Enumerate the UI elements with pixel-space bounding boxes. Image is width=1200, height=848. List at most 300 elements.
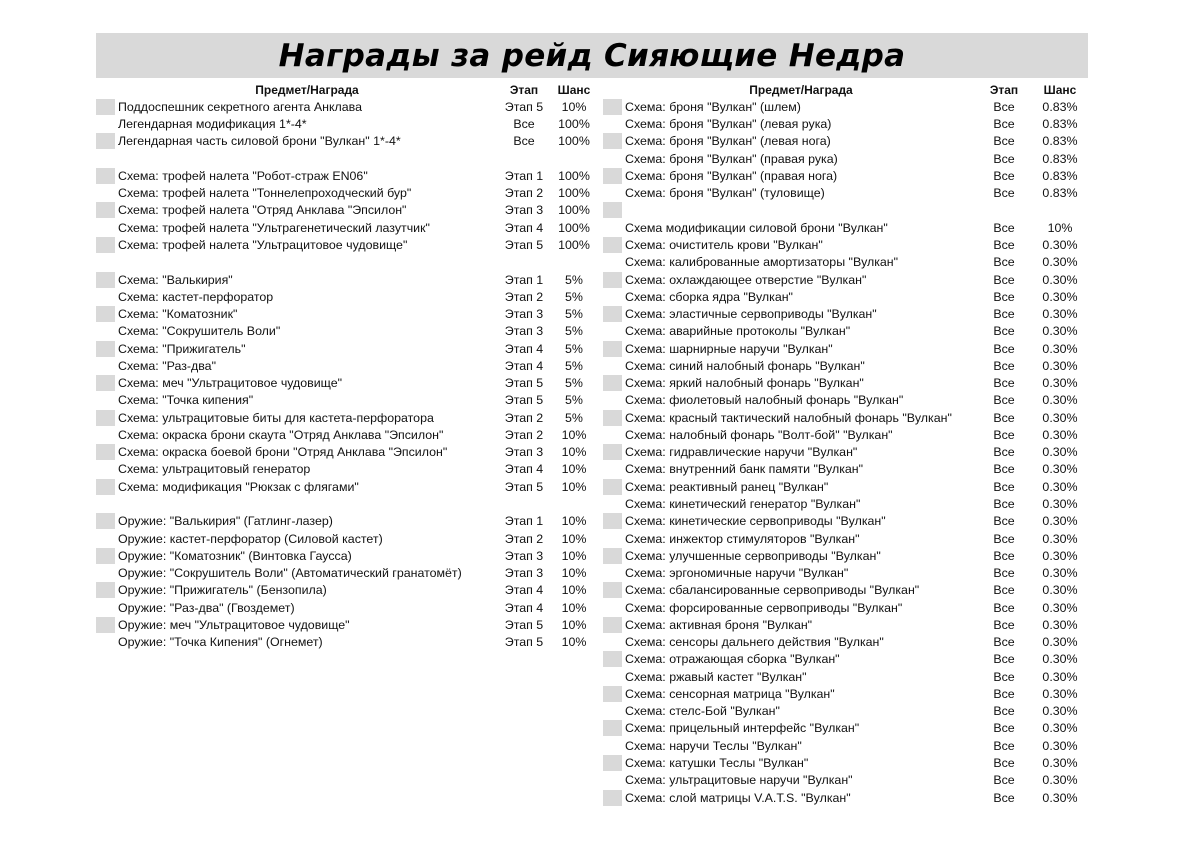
item-name: Легендарная модификация 1*-4* — [118, 117, 307, 132]
item-stage: Этап 5 — [504, 479, 544, 494]
item-name: Схема: ультрацитовые наручи "Вулкан" — [625, 773, 853, 788]
item-name: Легендарная часть силовой брони "Вулкан" 1*-4* — [118, 134, 401, 149]
row-marker-cell — [96, 133, 115, 149]
item-stage: Этап 4 — [504, 220, 544, 235]
item-chance: 100% — [558, 168, 590, 183]
item-chance: 0.30% — [1042, 255, 1078, 270]
row-marker-cell — [96, 617, 115, 633]
table-row — [96, 288, 596, 305]
item-name: Схема: эргономичные наручи "Вулкан" — [625, 566, 849, 581]
row-marker-cell — [96, 513, 115, 529]
table-row — [603, 323, 1089, 340]
row-marker-cell — [96, 99, 115, 115]
item-chance: 0.30% — [1042, 393, 1078, 408]
item-chance: 0.83% — [1042, 151, 1078, 166]
item-name: Оружие: "Коматозник" (Винтовка Гаусса) — [118, 548, 352, 563]
item-chance: 10% — [1047, 220, 1073, 235]
item-chance: 0.30% — [1042, 427, 1078, 442]
item-stage: Все — [993, 600, 1015, 615]
table-row — [603, 582, 1089, 599]
item-chance: 0.30% — [1042, 376, 1078, 391]
row-marker-cell — [603, 496, 622, 512]
item-stage: Все — [513, 134, 535, 149]
table-row — [96, 98, 596, 115]
item-stage: Все — [993, 790, 1015, 805]
item-chance: 100% — [558, 203, 590, 218]
row-marker-cell — [603, 444, 622, 460]
row-marker-cell — [603, 600, 622, 616]
item-name: Схема: гидравлические наручи "Вулкан" — [625, 445, 858, 460]
table-row — [603, 150, 1089, 167]
item-chance: 0.83% — [1042, 186, 1078, 201]
item-name: Схема: "Прижигатель" — [118, 341, 246, 356]
item-chance: 0.83% — [1042, 168, 1078, 183]
item-name: Схема: сбалансированные сервоприводы "Вулкан" — [625, 583, 920, 598]
table-row — [96, 375, 596, 392]
item-chance: 10% — [561, 445, 587, 460]
item-name: Оружие: "Сокрушитель Воли" (Автоматический гранатомёт) — [118, 566, 462, 581]
item-chance: 0.30% — [1042, 341, 1078, 356]
row-marker-cell — [603, 306, 622, 322]
table-row — [603, 564, 1089, 581]
item-chance: 10% — [561, 635, 587, 650]
item-stage: Все — [993, 410, 1015, 425]
table-row — [96, 409, 596, 426]
item-stage: Этап 2 — [504, 186, 544, 201]
item-chance: 0.30% — [1042, 600, 1078, 615]
row-marker-cell — [603, 634, 622, 650]
item-chance: 0.30% — [1042, 272, 1078, 287]
row-marker-cell — [603, 582, 622, 598]
item-stage: Этап 5 — [504, 393, 544, 408]
row-marker-cell — [603, 237, 622, 253]
item-stage: Этап 5 — [504, 617, 544, 632]
row-marker-cell — [603, 720, 622, 736]
item-chance: 0.30% — [1042, 669, 1078, 684]
row-marker-cell — [603, 323, 622, 339]
right-rewards-table — [603, 81, 1089, 806]
item-stage: Этап 4 — [504, 462, 544, 477]
row-marker-cell — [603, 531, 622, 547]
item-stage: Этап 2 — [504, 427, 544, 442]
table-row — [96, 426, 596, 443]
item-chance: 5% — [565, 341, 583, 356]
table-row — [603, 754, 1089, 771]
item-chance: 10% — [561, 617, 587, 632]
table-row — [603, 219, 1089, 236]
item-name: Схема: кинетические сервоприводы "Вулкан" — [625, 514, 886, 529]
item-name: Схема: ультрацитовый генератор — [118, 462, 311, 477]
table-row — [603, 478, 1089, 495]
table-row — [603, 305, 1089, 322]
row-marker-cell — [96, 496, 115, 512]
item-name: Оружие: "Точка Кипения" (Огнемет) — [118, 635, 323, 650]
row-marker-cell — [96, 151, 115, 167]
page-title: Награды за рейд Сияющие Недра — [278, 37, 906, 74]
item-name: Схема модификации силовой брони "Вулкан" — [625, 220, 888, 235]
row-marker-cell — [603, 738, 622, 754]
item-chance: 10% — [561, 531, 587, 546]
table-row — [603, 547, 1089, 564]
item-stage: Все — [993, 548, 1015, 563]
row-marker-cell — [603, 392, 622, 408]
item-chance: 0.30% — [1042, 307, 1078, 322]
table-row — [603, 789, 1089, 806]
item-name: Схема: наручи Теслы "Вулкан" — [625, 738, 802, 753]
row-marker-cell — [96, 531, 115, 547]
row-marker-cell — [96, 116, 115, 132]
item-chance: 0.30% — [1042, 514, 1078, 529]
item-chance: 0.30% — [1042, 531, 1078, 546]
item-chance: 100% — [558, 220, 590, 235]
item-chance: 10% — [561, 566, 587, 581]
item-name: Схема: сенсорная матрица "Вулкан" — [625, 686, 835, 701]
item-name: Схема: шарнирные наручи "Вулкан" — [625, 341, 833, 356]
table-row — [603, 634, 1089, 651]
table-row — [96, 150, 596, 167]
header-stage: Этап — [509, 82, 539, 97]
item-stage: Все — [993, 738, 1015, 753]
item-name: Схема: броня "Вулкан" (шлем) — [625, 99, 801, 114]
row-marker-cell — [603, 254, 622, 270]
row-marker-cell — [603, 375, 622, 391]
table-header — [96, 81, 596, 98]
row-marker-cell — [603, 755, 622, 771]
table-row — [96, 357, 596, 374]
header-chance: Шанс — [1043, 82, 1077, 97]
item-chance: 0.30% — [1042, 462, 1078, 477]
item-stage: Все — [993, 583, 1015, 598]
item-stage: Этап 5 — [504, 376, 544, 391]
item-name: Схема: кинетический генератор "Вулкан" — [625, 497, 861, 511]
table-row — [96, 323, 596, 340]
table-row — [96, 219, 596, 236]
item-name: Схема: ржавый кастет "Вулкан" — [625, 669, 807, 684]
table-row — [603, 772, 1089, 789]
item-chance: 0.30% — [1042, 566, 1078, 581]
item-chance: 100% — [558, 134, 590, 149]
table-row — [603, 720, 1089, 737]
table-row — [603, 202, 1089, 219]
right-table-body — [603, 98, 1089, 806]
table-row — [96, 513, 596, 530]
row-marker-cell — [603, 358, 622, 374]
row-marker-cell — [603, 565, 622, 581]
table-row — [96, 185, 596, 202]
table-row — [96, 236, 596, 253]
item-name: Схема: броня "Вулкан" (левая нога) — [625, 134, 831, 149]
item-stage: Все — [993, 427, 1015, 442]
row-marker-cell — [603, 617, 622, 633]
item-chance: 0.83% — [1042, 134, 1078, 149]
item-chance: 0.30% — [1042, 652, 1078, 667]
item-chance: 0.30% — [1042, 617, 1078, 632]
item-chance: 5% — [565, 307, 583, 322]
table-row — [603, 495, 1089, 512]
header-chance: Шанс — [557, 82, 591, 97]
item-stage: Все — [993, 773, 1015, 788]
item-stage: Этап 2 — [504, 531, 544, 546]
table-row — [603, 461, 1089, 478]
row-marker-cell — [96, 358, 115, 374]
item-chance: 0.30% — [1042, 358, 1078, 373]
item-stage: Этап 5 — [504, 99, 544, 114]
item-stage: Все — [993, 635, 1015, 650]
item-stage: Этап 3 — [504, 445, 544, 460]
table-row — [603, 392, 1089, 409]
item-name: Схема: эластичные сервоприводы "Вулкан" — [625, 307, 877, 322]
item-stage: Этап 4 — [504, 341, 544, 356]
item-stage: Все — [993, 617, 1015, 632]
row-marker-cell — [603, 289, 622, 305]
item-name: Схема: синий налобный фонарь "Вулкан" — [625, 358, 865, 373]
table-row — [96, 530, 596, 547]
item-chance: 10% — [561, 99, 587, 114]
item-name: Схема: красный тактический налобный фонарь "Вулкан" — [625, 410, 952, 425]
row-marker-cell — [96, 410, 115, 426]
item-chance: 10% — [561, 514, 587, 529]
item-chance: 5% — [565, 358, 583, 373]
table-row — [603, 530, 1089, 547]
item-name: Схема: налобный фонарь "Волт-бой" "Вулкан" — [625, 427, 893, 442]
item-stage: Этап 3 — [504, 324, 544, 339]
item-chance: 0.30% — [1042, 755, 1078, 770]
item-chance: 5% — [565, 376, 583, 391]
table-row — [96, 444, 596, 461]
table-row — [603, 133, 1089, 150]
item-name: Оружие: "Раз-два" (Гвоздемет) — [118, 600, 295, 615]
item-stage: Этап 3 — [504, 548, 544, 563]
item-name: Схема: стелс-Бой "Вулкан" — [625, 704, 780, 719]
item-stage: Все — [993, 704, 1015, 719]
item-stage: Все — [993, 462, 1015, 477]
row-marker-cell — [603, 669, 622, 685]
item-chance: 0.30% — [1042, 497, 1078, 511]
item-stage: Все — [993, 186, 1015, 201]
row-marker-cell — [96, 168, 115, 184]
item-name: Схема: ультрацитовые биты для кастета-перфоратора — [118, 410, 434, 425]
item-chance: 0.30% — [1042, 548, 1078, 563]
row-marker-cell — [603, 461, 622, 477]
table-row — [603, 375, 1089, 392]
item-stage: Все — [993, 272, 1015, 287]
left-table-body — [96, 98, 596, 651]
item-chance: 5% — [565, 410, 583, 425]
item-name: Схема: трофей налета "Отряд Анклава "Эпсилон" — [118, 203, 407, 218]
item-chance: 10% — [561, 548, 587, 563]
item-name: Схема: сборка ядра "Вулкан" — [625, 289, 793, 304]
table-header — [603, 81, 1089, 98]
item-name: Схема: броня "Вулкан" (правая рука) — [625, 151, 838, 166]
item-stage: Этап 3 — [504, 566, 544, 581]
row-marker-cell — [96, 461, 115, 477]
item-stage: Все — [993, 358, 1015, 373]
item-name: Схема: катушки Теслы "Вулкан" — [625, 755, 809, 770]
row-marker-cell — [96, 479, 115, 495]
table-row — [96, 202, 596, 219]
item-name: Оружие: кастет-перфоратор (Силовой кастет) — [118, 531, 383, 546]
item-name: Оружие: "Прижигатель" (Бензопила) — [118, 583, 327, 598]
header-stage: Этап — [989, 82, 1019, 97]
item-chance: 10% — [561, 583, 587, 598]
item-chance: 10% — [561, 462, 587, 477]
row-marker-cell — [603, 133, 622, 149]
item-chance: 10% — [561, 479, 587, 494]
table-row — [96, 599, 596, 616]
item-stage: Все — [993, 289, 1015, 304]
item-name: Схема: реактивный ранец "Вулкан" — [625, 479, 829, 494]
table-row — [603, 288, 1089, 305]
item-name: Схема: сенсоры дальнего действия "Вулкан" — [625, 635, 884, 650]
table-row — [603, 254, 1089, 271]
table-row — [603, 616, 1089, 633]
row-marker-cell — [96, 565, 115, 581]
table-row — [603, 185, 1089, 202]
item-name: Схема: броня "Вулкан" (левая рука) — [625, 117, 832, 132]
item-name: Схема: трофей налета "Робот-страж EN06" — [118, 168, 368, 183]
row-marker-cell — [96, 392, 115, 408]
item-stage: Все — [993, 669, 1015, 684]
row-marker-cell — [603, 272, 622, 288]
row-marker-cell — [96, 306, 115, 322]
item-stage: Этап 3 — [504, 307, 544, 322]
item-chance: 0.30% — [1042, 445, 1078, 460]
item-stage: Все — [993, 117, 1015, 132]
item-name: Схема: окраска брони скаута "Отряд Анклава "Эпсилон" — [118, 427, 444, 442]
item-chance: 100% — [558, 238, 590, 253]
item-stage: Все — [993, 497, 1015, 511]
item-name: Схема: трофей налета "Ультрагенетический лазутчик" — [118, 220, 430, 235]
item-stage: Все — [993, 168, 1015, 183]
row-marker-cell — [603, 790, 622, 806]
table-row — [96, 461, 596, 478]
item-name: Схема: "Валькирия" — [118, 272, 233, 287]
item-name: Схема: "Коматозник" — [118, 307, 238, 322]
item-chance: 5% — [565, 393, 583, 408]
item-name: Оружие: "Валькирия" (Гатлинг-лазер) — [118, 514, 333, 529]
header-item: Предмет/Награда — [255, 82, 359, 97]
row-marker-cell — [96, 548, 115, 564]
item-stage: Все — [993, 238, 1015, 253]
row-marker-cell — [96, 202, 115, 218]
item-stage: Все — [993, 151, 1015, 166]
table-row — [96, 340, 596, 357]
table-row — [96, 582, 596, 599]
table-row — [603, 737, 1089, 754]
table-row — [96, 616, 596, 633]
table-row — [603, 668, 1089, 685]
row-marker-cell — [96, 341, 115, 357]
item-stage: Этап 1 — [504, 514, 544, 529]
item-stage: Все — [993, 393, 1015, 408]
item-stage: Этап 4 — [504, 583, 544, 598]
item-chance: 10% — [561, 600, 587, 615]
table-row — [96, 167, 596, 184]
item-stage: Все — [993, 479, 1015, 494]
row-marker-cell — [603, 479, 622, 495]
item-chance: 5% — [565, 272, 583, 287]
item-stage: Все — [993, 531, 1015, 546]
row-marker-cell — [603, 410, 622, 426]
table-row — [96, 254, 596, 271]
table-row — [96, 392, 596, 409]
table-row — [603, 444, 1089, 461]
row-marker-cell — [603, 99, 622, 115]
item-name: Схема: броня "Вулкан" (туловище) — [625, 186, 825, 201]
item-name: Схема: охлаждающее отверстие "Вулкан" — [625, 272, 867, 287]
item-stage: Все — [993, 652, 1015, 667]
item-stage: Этап 5 — [504, 635, 544, 650]
table-row — [603, 426, 1089, 443]
table-row — [603, 357, 1089, 374]
item-stage: Все — [993, 686, 1015, 701]
row-marker-cell — [96, 582, 115, 598]
item-stage: Все — [513, 117, 535, 132]
table-row — [96, 478, 596, 495]
item-stage: Все — [993, 755, 1015, 770]
item-name: Схема: прицельный интерфейс "Вулкан" — [625, 721, 860, 736]
item-name: Схема: кастет-перфоратор — [118, 289, 274, 304]
item-name: Схема: "Точка кипения" — [118, 393, 254, 408]
item-stage: Все — [993, 99, 1015, 114]
row-marker-cell — [96, 444, 115, 460]
table-row — [603, 685, 1089, 702]
item-name: Схема: окраска боевой брони "Отряд Анклава "Эпсилон" — [118, 445, 448, 460]
item-chance: 5% — [565, 324, 583, 339]
item-chance: 0.30% — [1042, 238, 1078, 253]
row-marker-cell — [603, 427, 622, 443]
table-row — [603, 340, 1089, 357]
table-row — [603, 98, 1089, 115]
item-name: Схема: форсированные сервоприводы "Вулкан" — [625, 600, 903, 615]
title-bar — [96, 33, 1088, 78]
item-stage: Этап 1 — [504, 272, 544, 287]
row-marker-cell — [603, 513, 622, 529]
table-row — [603, 599, 1089, 616]
table-row — [603, 651, 1089, 668]
row-marker-cell — [603, 772, 622, 788]
item-chance: 0.30% — [1042, 410, 1078, 425]
item-name: Схема: активная броня "Вулкан" — [625, 617, 813, 632]
header-item: Предмет/Награда — [749, 82, 853, 97]
item-stage: Все — [993, 307, 1015, 322]
item-stage: Этап 4 — [504, 358, 544, 373]
item-name: Схема: меч "Ультрацитовое чудовище" — [118, 376, 343, 391]
row-marker-cell — [96, 185, 115, 201]
row-marker-cell — [96, 427, 115, 443]
item-chance: 0.30% — [1042, 738, 1078, 753]
table-row — [96, 495, 596, 512]
row-marker-cell — [96, 375, 115, 391]
item-name: Схема: яркий налобный фонарь "Вулкан" — [625, 376, 864, 391]
item-name: Схема: инжектор стимуляторов "Вулкан" — [625, 531, 860, 546]
table-row — [603, 236, 1089, 253]
item-name: Схема: отражающая сборка "Вулкан" — [625, 652, 840, 667]
item-stage: Этап 2 — [504, 289, 544, 304]
item-chance: 0.30% — [1042, 635, 1078, 650]
left-rewards-table — [96, 81, 596, 651]
item-chance: 10% — [561, 427, 587, 442]
item-name: Схема: калиброванные амортизаторы "Вулкан" — [625, 255, 899, 270]
item-stage: Все — [993, 220, 1015, 235]
item-chance: 0.83% — [1042, 99, 1078, 114]
item-chance: 5% — [565, 289, 583, 304]
item-chance: 100% — [558, 186, 590, 201]
item-chance: 0.30% — [1042, 289, 1078, 304]
row-marker-cell — [96, 634, 115, 650]
row-marker-cell — [603, 116, 622, 132]
item-chance: 100% — [558, 117, 590, 132]
